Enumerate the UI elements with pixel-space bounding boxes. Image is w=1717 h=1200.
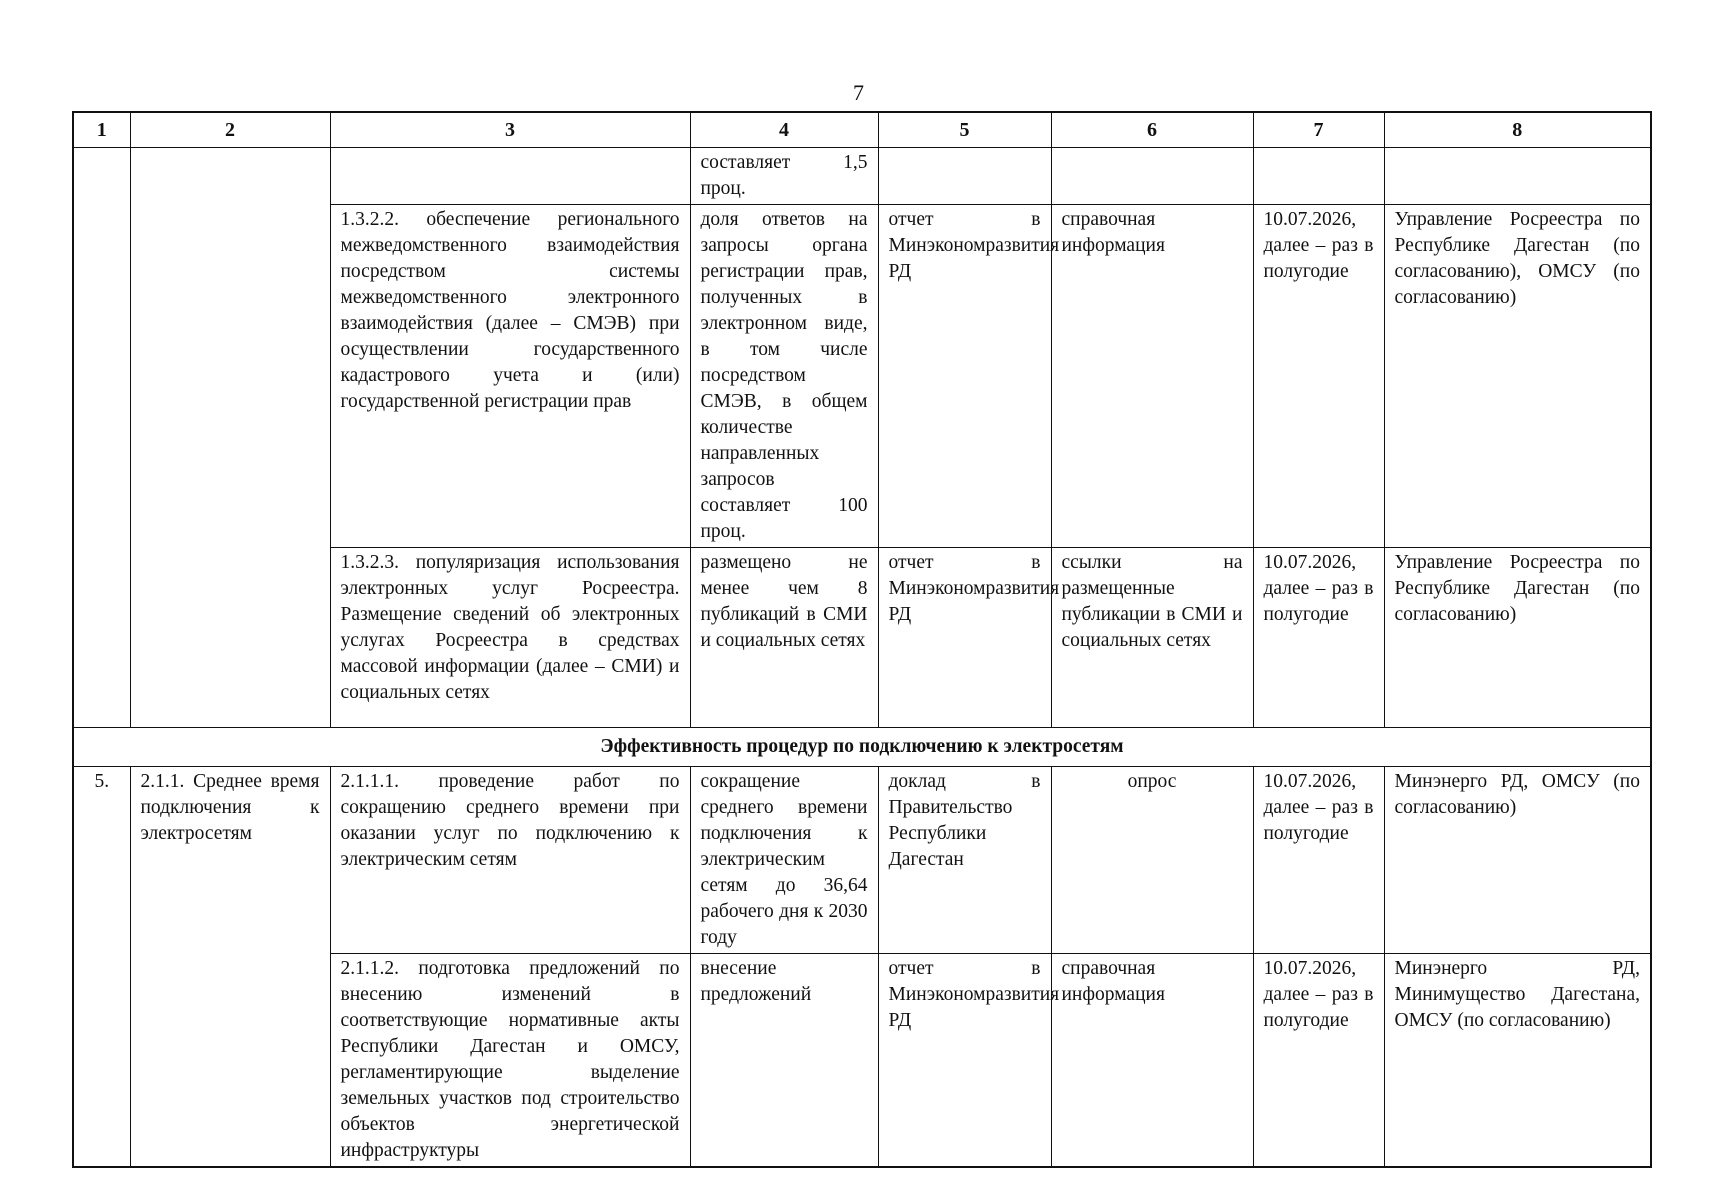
table-cell: 10.07.2026, далее – раз в полугодие [1253, 205, 1384, 548]
header-cell: 8 [1384, 112, 1651, 148]
table-cell [878, 148, 1051, 205]
table-cell: Минэнерго РД, Минимущество Дагестана, ОМСУ (по согласованию) [1384, 954, 1651, 1168]
table-cell: 10.07.2026, далее – раз в полугодие [1253, 767, 1384, 954]
table-cell: 10.07.2026, далее – раз в полугодие [1253, 548, 1384, 728]
header-row [73, 112, 1651, 148]
header-cell: 1 [73, 112, 130, 148]
header-cell: 2 [130, 112, 330, 148]
header-cell: 4 [690, 112, 878, 148]
header-cell: 7 [1253, 112, 1384, 148]
table-cell: отчет в Минэкономразвития РД [878, 954, 1051, 1168]
table-row [73, 767, 1651, 954]
header-cell: 6 [1051, 112, 1253, 148]
plan-table [72, 111, 1652, 1168]
table-cell: отчет в Минэкономразвития РД [878, 205, 1051, 548]
table-cell: внесение предложений [690, 954, 878, 1168]
table-cell: справочная информация [1051, 954, 1253, 1168]
table-cell [73, 148, 130, 728]
table-cell [1253, 148, 1384, 205]
section-row [73, 728, 1651, 767]
table-cell: 2.1.1.2. подготовка предложений по внесению изменений в соответствующие нормативные акты Республики Дагестан и ОМСУ, регламентирующие выделение земельных участков под строительство объектов энергетической инфраструктуры [330, 954, 690, 1168]
table-cell: 10.07.2026, далее – раз в полугодие [1253, 954, 1384, 1168]
table-cell [1051, 148, 1253, 205]
table-cell: сокращение среднего времени подключения к электрическим сетям до 36,64 рабочего дня к 2030 году [690, 767, 878, 954]
table-cell: Управление Росреестра по Республике Дагестан (по согласованию), ОМСУ (по согласованию) [1384, 205, 1651, 548]
header-cell: 3 [330, 112, 690, 148]
table-cell [130, 148, 330, 728]
table-cell: доклад в Правительство Республики Дагестан [878, 767, 1051, 954]
table-cell: 1.3.2.3. популяризация использования электронных услуг Росреестра. Размещение сведений об электронных услугах Росреестра в средствах массовой информации (далее – СМИ) и социальных сетях [330, 548, 690, 728]
table-cell: отчет в Минэкономразвития РД [878, 548, 1051, 728]
section-title: Эффективность процедур по подключению к электросетям [73, 728, 1651, 767]
table-cell [1384, 148, 1651, 205]
table-cell: ссылки на размещенные публикации в СМИ и социальных сетях [1051, 548, 1253, 728]
page-number: 7 [853, 80, 864, 105]
table-cell: Управление Росреестра по Республике Дагестан (по согласованию) [1384, 548, 1651, 728]
table-cell: 1.3.2.2. обеспечение регионального межведомственного взаимодействия посредством системы межведомственного электронного взаимодействия (далее – СМЭВ) при осуществлении государственного кадастрового учета и (или) государственной регистрации прав [330, 205, 690, 548]
table-cell: 2.1.1. Среднее время подключения к электросетям [130, 767, 330, 1168]
table-cell: Минэнерго РД, ОМСУ (по согласованию) [1384, 767, 1651, 954]
table-cell: опрос [1051, 767, 1253, 954]
table-cell: 2.1.1.1. проведение работ по сокращению среднего времени при оказании услуг по подключению к электрическим сетям [330, 767, 690, 954]
table-row [73, 148, 1651, 205]
table-cell: доля ответов на запросы органа регистрации прав, полученных в электронном виде, в том числе посредством СМЭВ, в общем количестве направленных запросов составляет 100 проц. [690, 205, 878, 548]
table-cell [330, 148, 690, 205]
table-cell: размещено не менее чем 8 публикаций в СМИ и социальных сетях [690, 548, 878, 728]
row-number: 5. [73, 767, 130, 1168]
table-cell: составляет 1,5 проц. [690, 148, 878, 205]
header-cell: 5 [878, 112, 1051, 148]
table-cell: справочная информация [1051, 205, 1253, 548]
